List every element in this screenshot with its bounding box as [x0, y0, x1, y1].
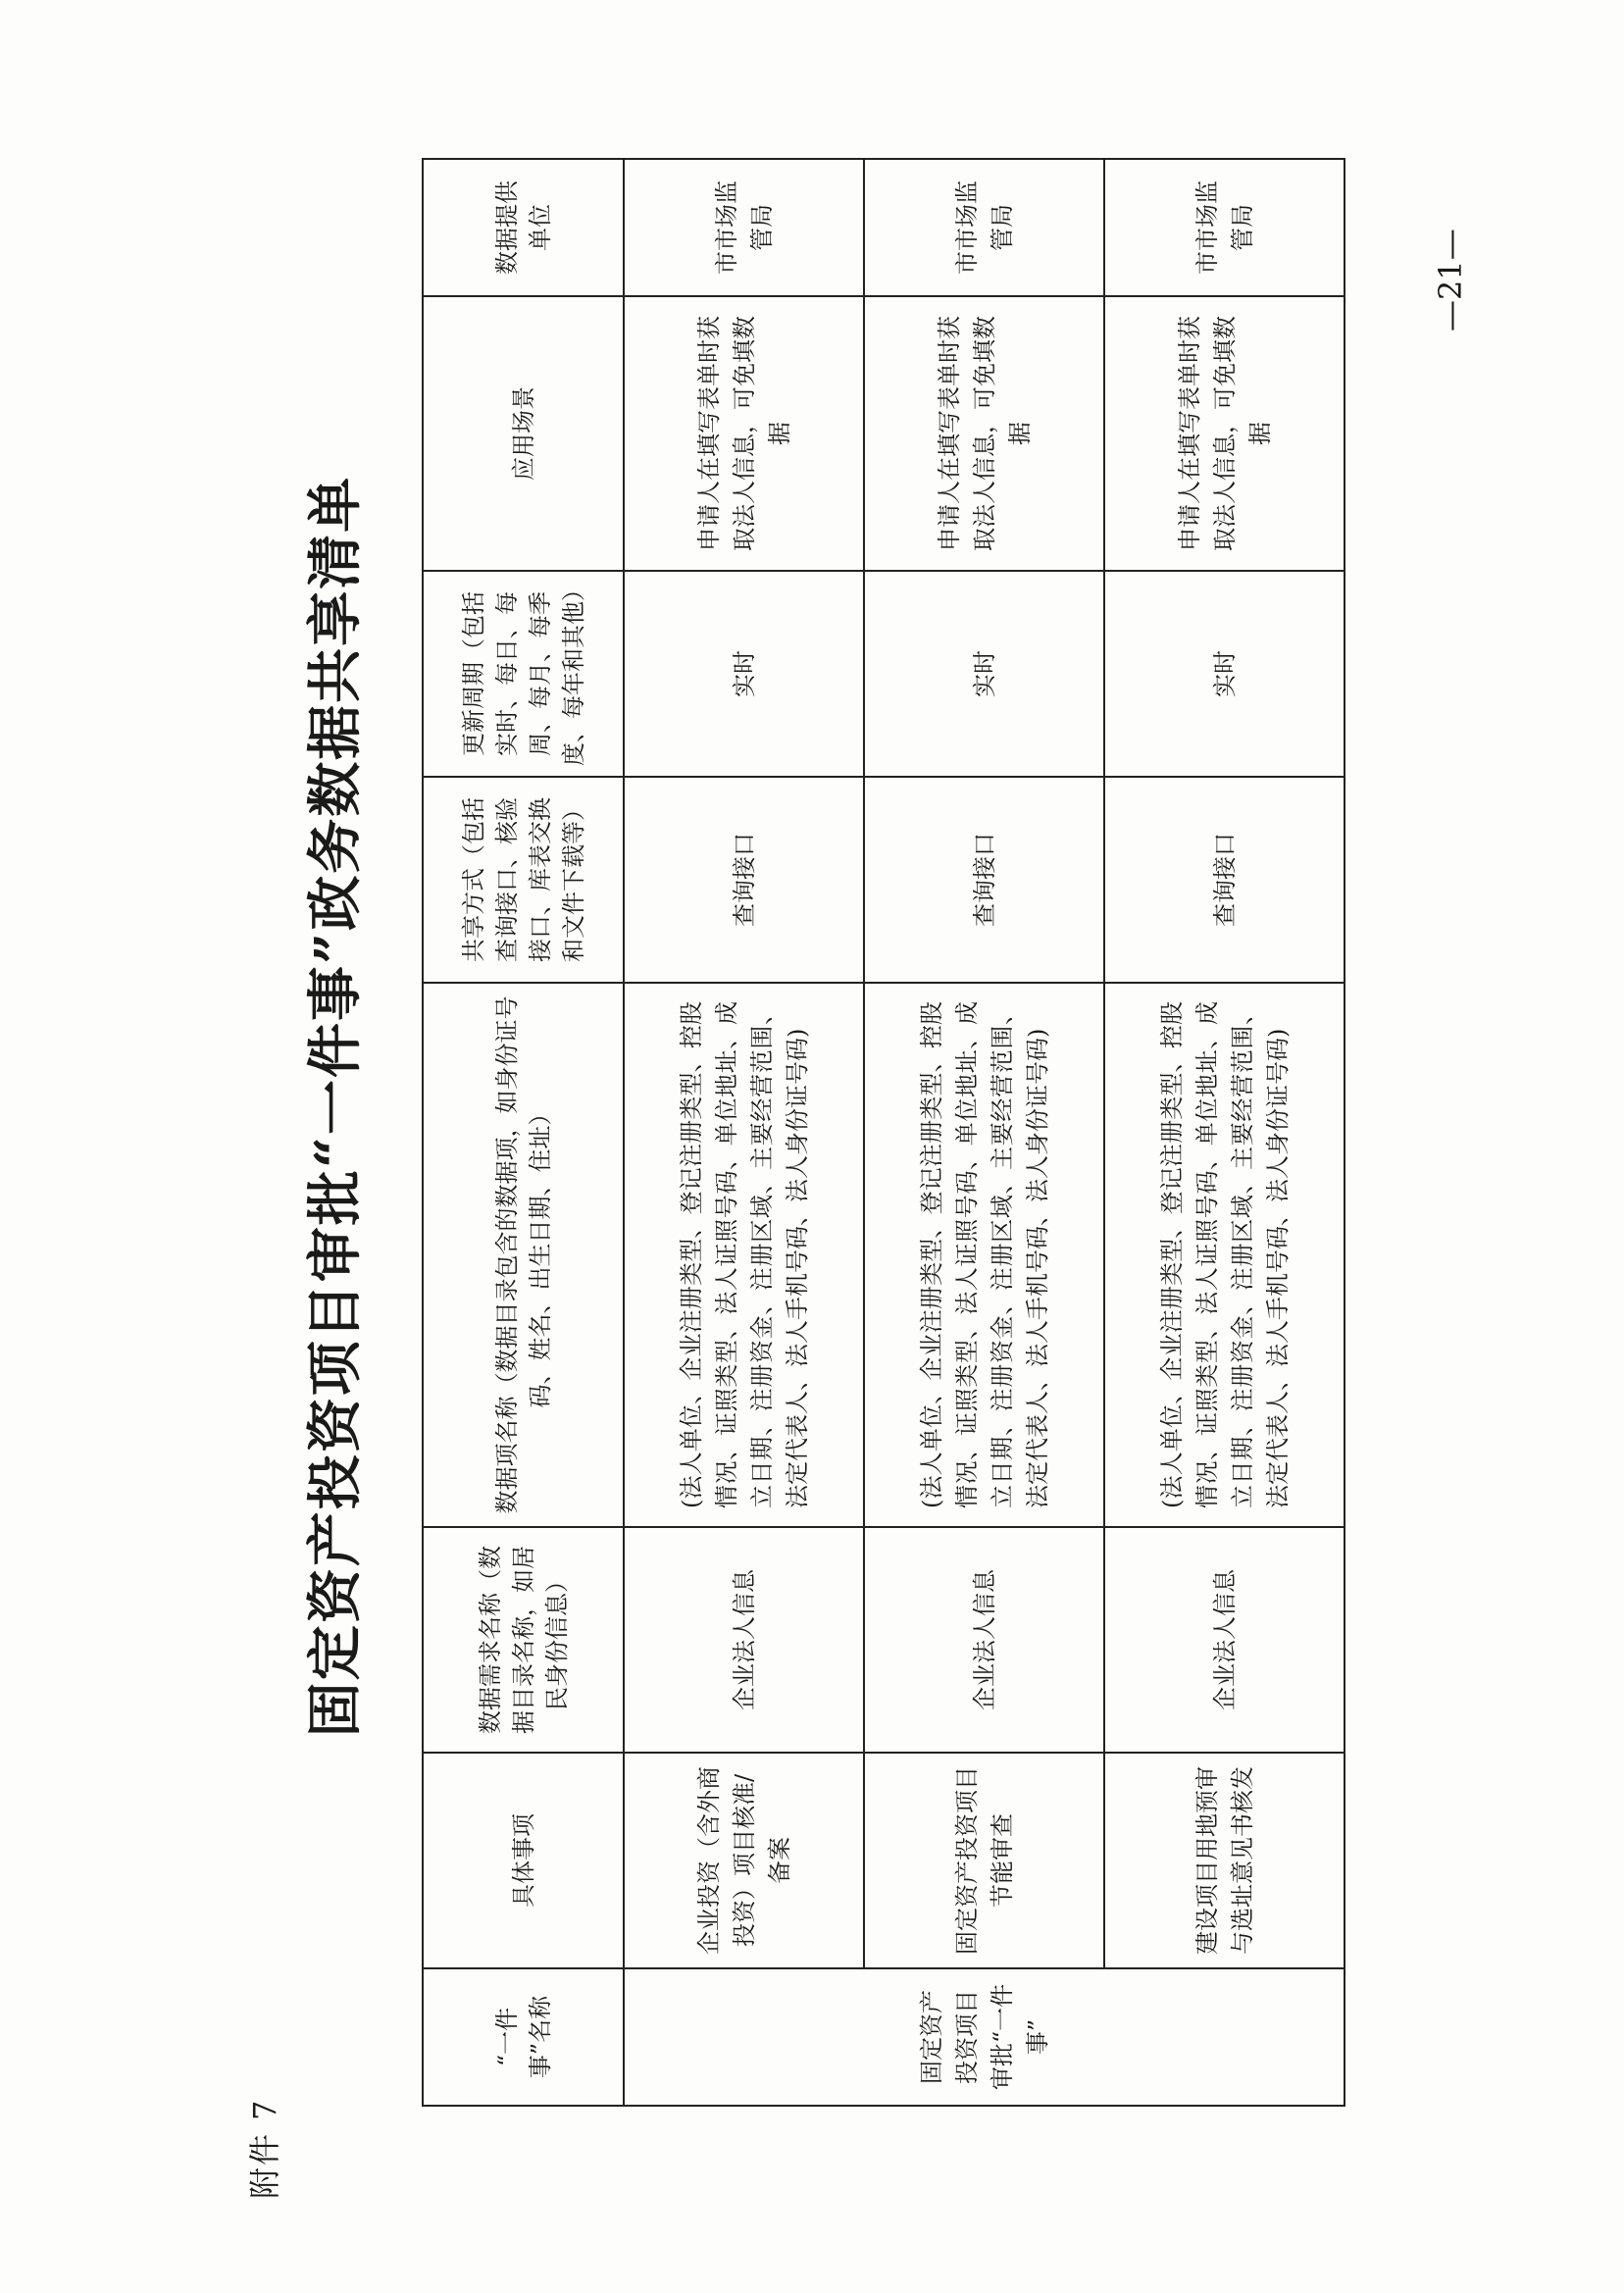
table-row: [864, 159, 1104, 2106]
page-number: —21—: [1432, 229, 1469, 331]
table-row: [624, 159, 864, 2106]
cycle-cell: 实时: [624, 571, 864, 777]
item-cell: 企业投资（含外商投资）项目核准/备案: [624, 1753, 864, 1968]
sharing-cell: 查询接口: [1104, 777, 1345, 983]
provider-cell: 市市场监管局: [624, 159, 864, 296]
data-sharing-table: [422, 158, 1345, 2107]
header-cell-fields: 数据项名称（数据目录包含的数据项，如身份证号码、姓名、出生日期、住址）: [423, 983, 624, 1527]
page-title: 固定资产投资项目审批“一件事”政务数据共享清单: [303, 475, 368, 1738]
attachment-label: 附件 7: [246, 2098, 283, 2199]
scenario-cell: 申请人在填写表单时获取法人信息，可免填数据: [1104, 296, 1345, 571]
scenario-cell: 申请人在填写表单时获取法人信息，可免填数据: [864, 296, 1104, 571]
header-cell-sharing: 共享方式（包括查询接口、核验接口、库表交换和文件下载等）: [423, 777, 624, 983]
scenario-cell: 申请人在填写表单时获取法人信息，可免填数据: [624, 296, 864, 571]
header-cell-item: 具体事项: [423, 1753, 624, 1968]
sharing-cell: 查询接口: [864, 777, 1104, 983]
provider-cell: 市市场监管局: [864, 159, 1104, 296]
sharing-cell: 查询接口: [624, 777, 864, 983]
demand-cell: 企业法人信息: [624, 1527, 864, 1753]
fields-cell: (法人单位、企业注册类型、登记注册类型、控股情况、证照类型、法人证照号码、单位地址、成立日期、注册资金、注册区域、主要经营范围、法定代表人、法人手机号码、法人身份证号码): [864, 983, 1104, 1527]
item-cell: 建设项目用地预审与选址意见书核发: [1104, 1753, 1345, 1968]
cycle-cell: 实时: [1104, 571, 1345, 777]
fields-cell: (法人单位、企业注册类型、登记注册类型、控股情况、证照类型、法人证照号码、单位地址、成立日期、注册资金、注册区域、主要经营范围、法定代表人、法人手机号码、法人身份证号码): [1104, 983, 1345, 1527]
group-name-cell: 固定资产投资项目审批“一件事”: [624, 1968, 1345, 2106]
header-row: [423, 159, 624, 2106]
table-row: [1104, 159, 1345, 2106]
fields-cell: (法人单位、企业注册类型、登记注册类型、控股情况、证照类型、法人证照号码、单位地址、成立日期、注册资金、注册区域、主要经营范围、法定代表人、法人手机号码、法人身份证号码): [624, 983, 864, 1527]
demand-cell: 企业法人信息: [864, 1527, 1104, 1753]
header-cell-demand: 数据需求名称（数据目录名称，如居民身份信息）: [423, 1527, 624, 1753]
cycle-cell: 实时: [864, 571, 1104, 777]
demand-cell: 企业法人信息: [1104, 1527, 1345, 1753]
item-cell: 固定资产投资项目节能审查: [864, 1753, 1104, 1968]
header-cell-cycle: 更新周期（包括实时、每日、每周、每月、每季度、每年和其他）: [423, 571, 624, 777]
header-cell-provider: 数据提供单位: [423, 159, 624, 296]
provider-cell: 市市场监管局: [1104, 159, 1345, 296]
header-cell-event-name: “一件事”名称: [423, 1968, 624, 2106]
header-cell-scenario: 应用场景: [423, 296, 624, 571]
